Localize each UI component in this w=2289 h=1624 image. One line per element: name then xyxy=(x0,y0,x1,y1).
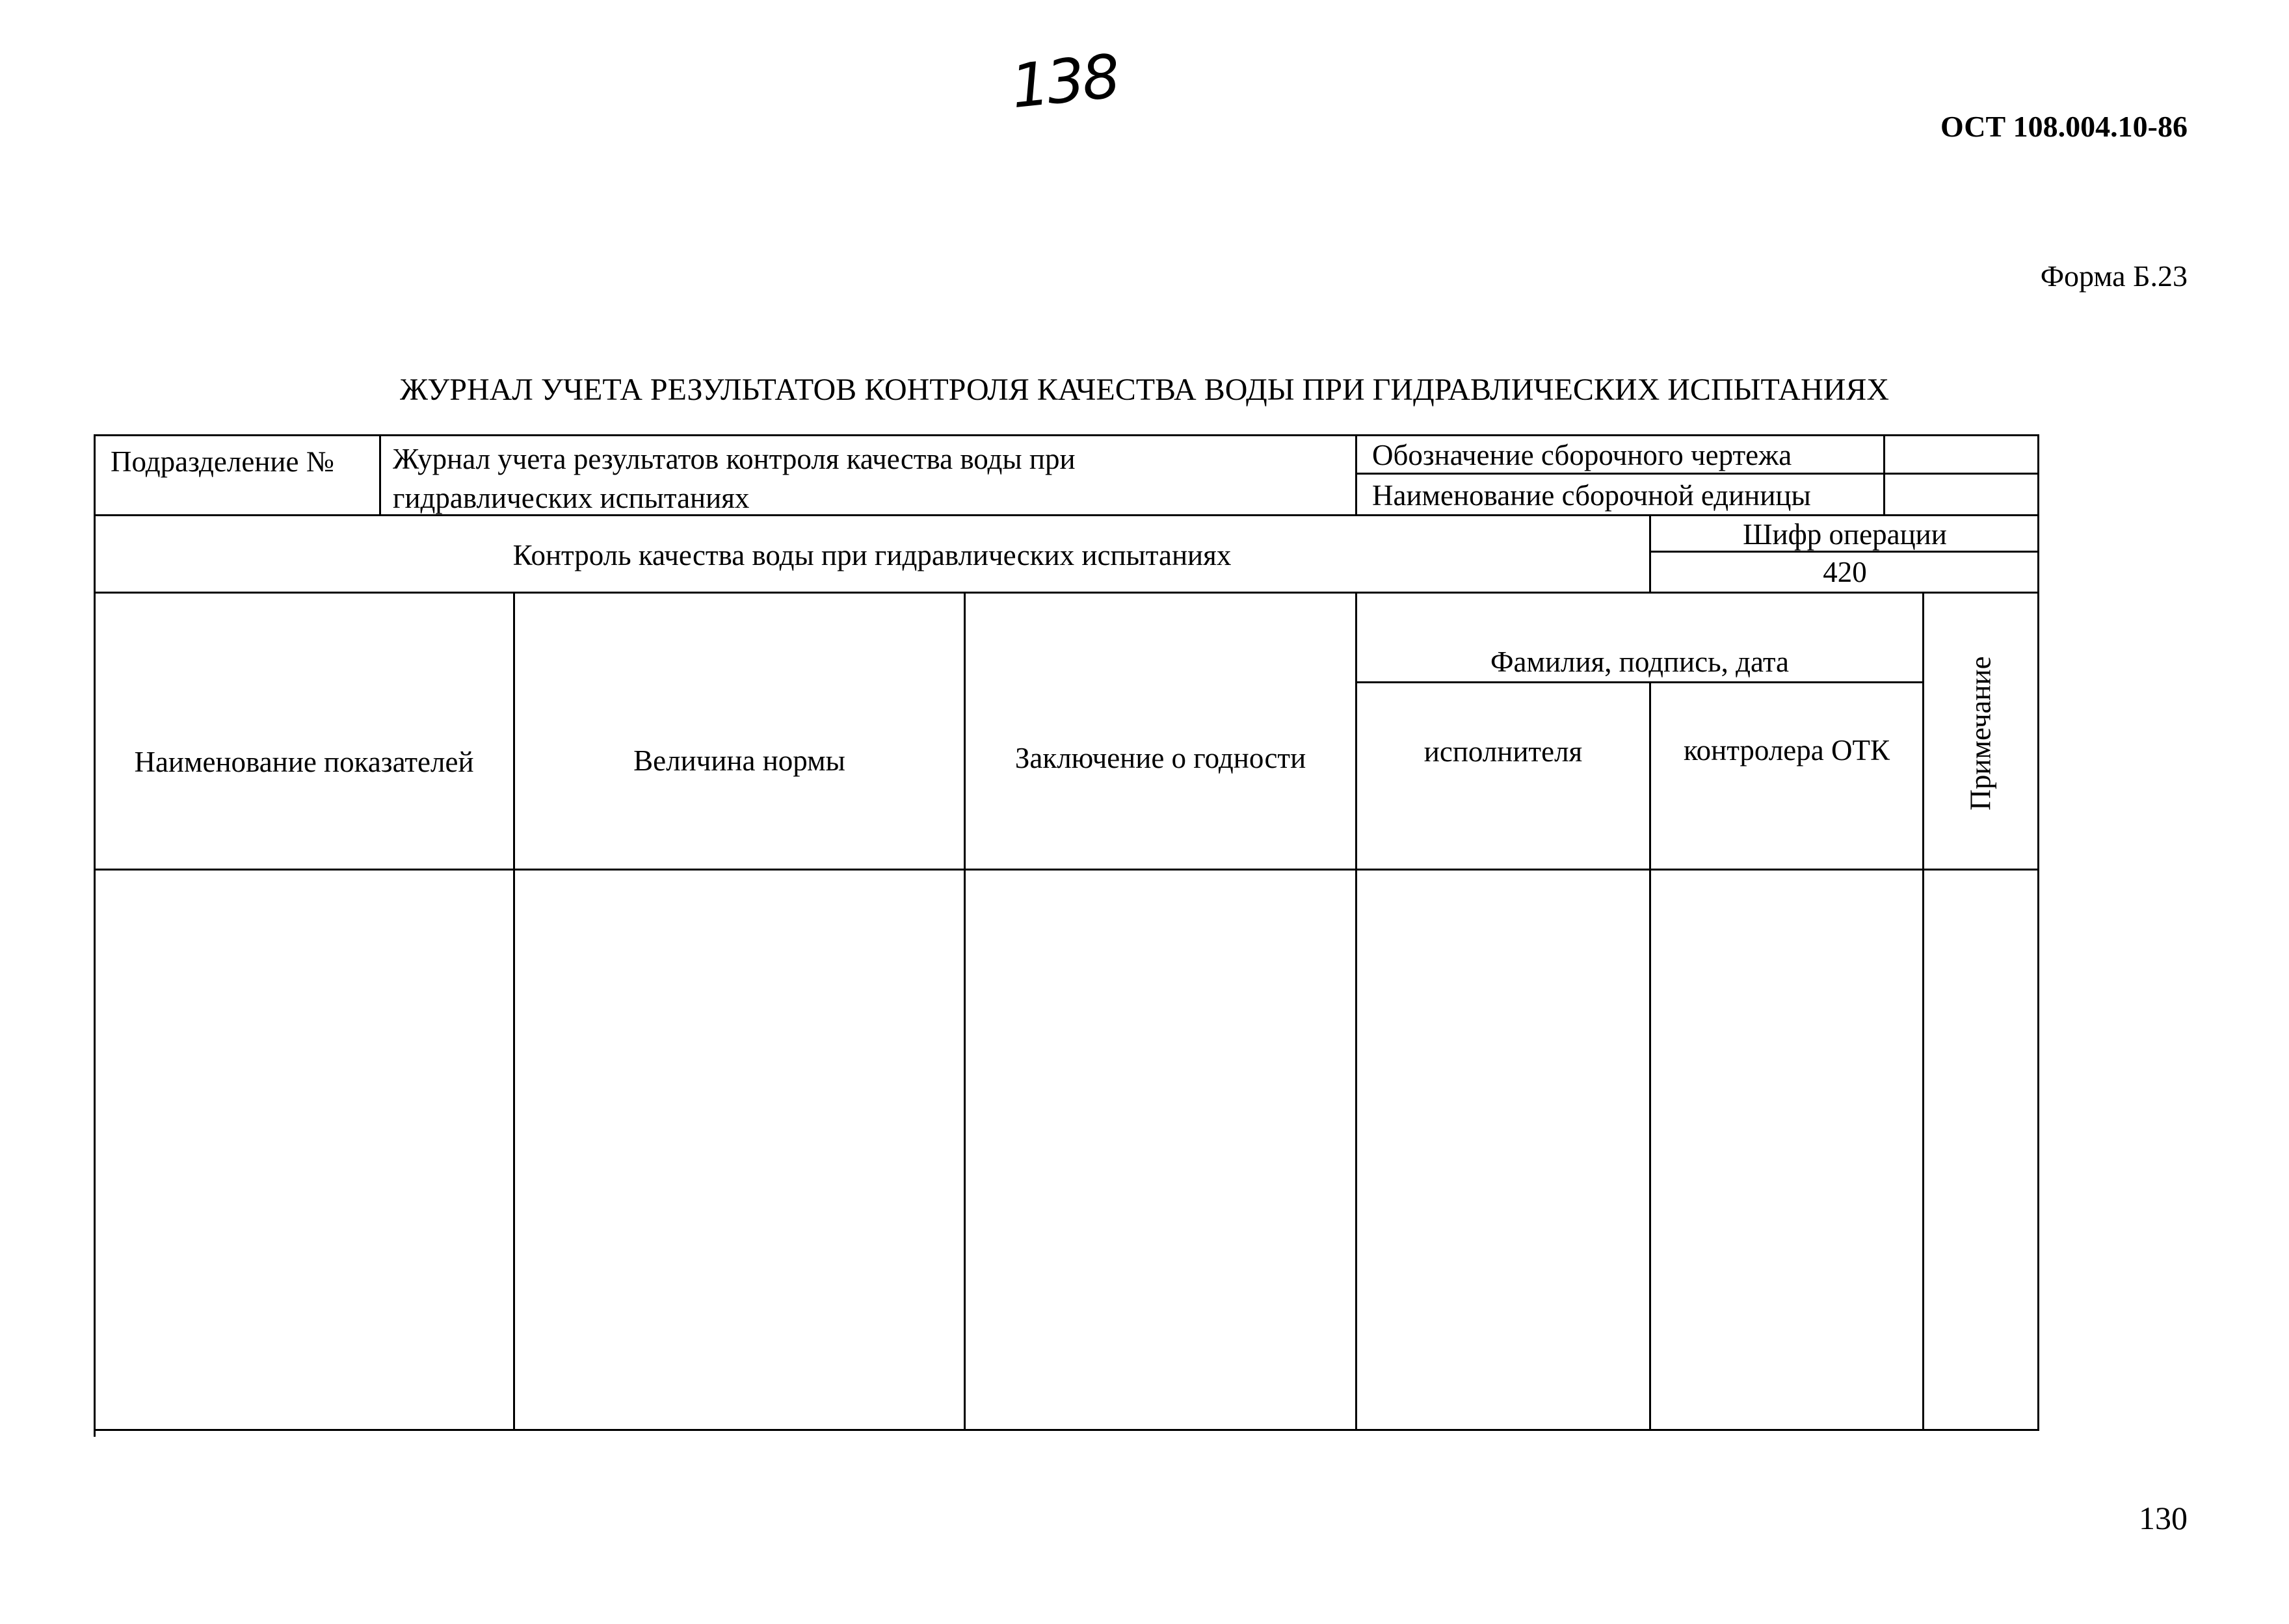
form-border-top xyxy=(94,434,2039,436)
column-header-controller: контролера ОТК xyxy=(1684,734,1890,766)
operation-code-value: 420 xyxy=(1823,556,1867,588)
division-label: Подразделение № xyxy=(111,445,334,478)
signature-group-divider xyxy=(1355,681,1922,683)
page-title: ЖУРНАЛ УЧЕТА РЕЗУЛЬТАТОВ КОНТРОЛЯ КАЧЕСТВА ВОДЫ ПРИ ГИДРАВЛИЧЕСКИХ ИСПЫТАНИЯХ xyxy=(399,373,1890,407)
header-divider-4 xyxy=(94,592,2039,594)
column-header-executor: исполнителя xyxy=(1423,735,1583,768)
form-number: Форма Б.23 xyxy=(2040,259,2188,293)
control-title: Контроль качества воды при гидравлических испытаниях xyxy=(512,539,1232,571)
journal-name-line1: Журнал учета результатов контроля качества воды при xyxy=(393,443,1076,475)
column-header-norm: Величина нормы xyxy=(633,744,845,777)
header-vertical-1 xyxy=(379,434,381,516)
handwritten-page-number: 138 xyxy=(1007,41,1121,122)
column-header-note: Примечание xyxy=(1964,656,1997,811)
document-code: ОСТ 108.004.10-86 xyxy=(1940,110,2188,143)
header-vertical-2 xyxy=(1355,434,1357,516)
column-group-signature: Фамилия, подпись, дата xyxy=(1490,646,1790,678)
page-number: 130 xyxy=(2139,1500,2188,1536)
column-header-conclusion: Заключение о годности xyxy=(1014,742,1306,774)
drawing-designation-label: Обозначение сборочного чертежа xyxy=(1372,439,1792,471)
header-vertical-3 xyxy=(1883,434,1885,516)
header-divider-3 xyxy=(1649,551,2039,553)
journal-name-line2: гидравлических испытаниях xyxy=(393,482,750,514)
header-divider-2 xyxy=(94,514,2039,516)
form-border-bottom xyxy=(94,1429,2039,1431)
operation-code-label: Шифр операции xyxy=(1743,518,1947,551)
column-header-indicator: Наименование показателей xyxy=(134,746,474,778)
assembly-unit-label: Наименование сборочной единицы xyxy=(1372,479,1811,512)
header-divider-1 xyxy=(1355,473,2039,475)
table-row xyxy=(96,871,2037,1429)
